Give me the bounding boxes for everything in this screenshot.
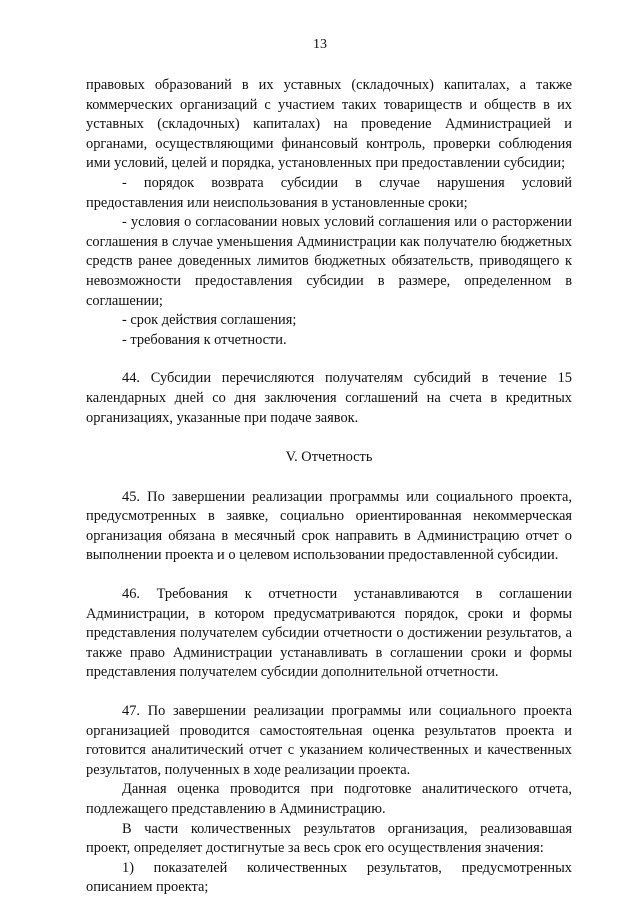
- paragraph-continuation: правовых образований в их уставных (складочных) капиталах, а также коммерческих организаций с участием таких товариществ и обществ в их уставных (складочных) капиталах) на проведение Администрацией и органами, осуществляющими финансовый контроль, проверки соблюдения ими условий, целей и порядка, установленных при предоставлении субсидии;: [86, 77, 572, 172]
- paragraph-quantitative: В части количественных результатов организация, реализовавшая проект, определяет достигнутые за весь срок его осуществления значения:: [86, 820, 572, 857]
- list-item-refund-procedure: - порядок возврата субсидии в случае нарушения условий предоставления или неиспользования в установленные сроки;: [86, 174, 572, 211]
- paragraph-evaluation: Данная оценка проводится при подготовке аналитического отчета, подлежащего представлению в Администрацию.: [86, 781, 572, 817]
- list-item-agreement-conditions: - условия о согласовании новых условий соглашения или о расторжении соглашения в случае уменьшения Администрации как получателю бюджетных средств ранее доведенных лимитов бюджетных обязательств, приводящего к невозможности предоставления субсидии в размере, определенном в соглашении;: [86, 214, 572, 309]
- paragraph-45: 45. По завершении реализации программы или социального проекта, предусмотренных в заявке, социально ориентированная некоммерческая организация обязана в месячный срок направить в Администрацию отчет о выполнении проекта и о целевом использовании предоставленной субсидии.: [86, 488, 572, 564]
- paragraph-47: 47. По завершении реализации программы или социального проекта организацией проводится самостоятельная оценка результатов проекта и готовится аналитический отчет с указанием количественных и качественных результатов, полученных в ходе реализации проекта.: [86, 703, 572, 778]
- paragraph-46: 46. Требования к отчетности устанавливаются в соглашении Администрации, в котором предусматриваются порядок, сроки и формы представления получателем субсидии отчетности о достижении результатов, а также право Администрации устанавливать в соглашении сроки и формы представления получателем субсидии дополнительной отчетности.: [86, 586, 572, 681]
- list-item-reporting-requirements: - требования к отчетности.: [122, 331, 287, 348]
- list-item-indicators: 1) показателей количественных результатов, предусмотренных описанием проекта;: [86, 859, 572, 896]
- page-number: 13: [313, 37, 327, 52]
- paragraph-44: 44. Субсидии перечисляются получателям субсидий в течение 15 календарных дней со дня заключения соглашений на счета в кредитных организациях, указанные при подаче заявок.: [86, 370, 572, 426]
- section-heading: V. Отчетность: [285, 449, 373, 466]
- document-body: [86, 76, 572, 898]
- list-item-agreement-term: - срок действия соглашения;: [122, 312, 297, 329]
